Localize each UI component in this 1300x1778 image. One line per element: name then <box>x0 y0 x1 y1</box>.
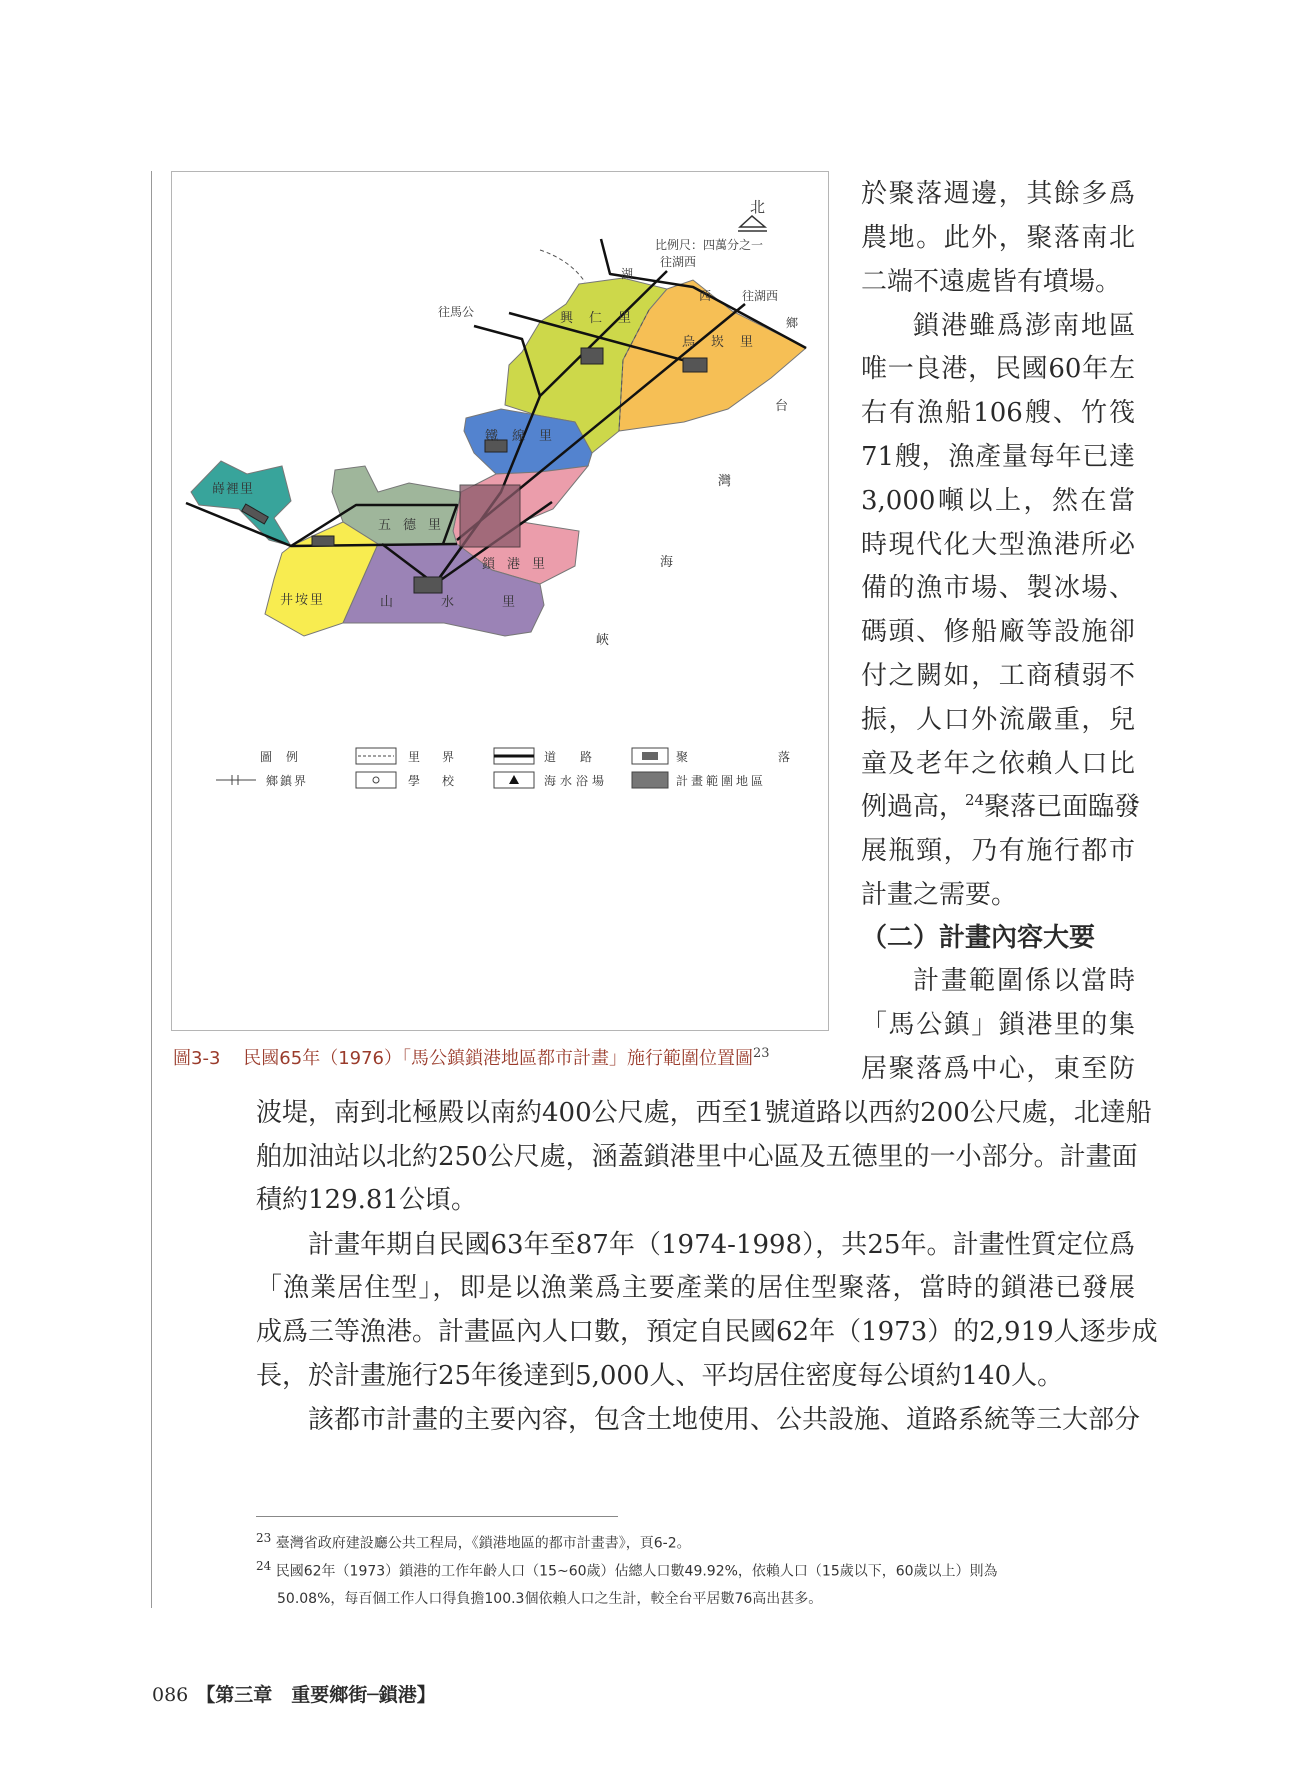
caption-label: 圖3-3 <box>173 1048 221 1069</box>
label-tiexian: 鐵線里 <box>485 429 567 444</box>
sea-label: 海 <box>660 555 674 570</box>
footnote-24 <box>256 1559 998 1581</box>
legend-road: 道路 <box>544 750 617 764</box>
body-line: 計畫範圍係以當時 <box>913 966 1135 996</box>
scale-text: 比例尺：四萬分之一 <box>655 238 764 252</box>
chapter-title: 【第三章 重要鄉街─鎖港】 <box>196 1684 436 1706</box>
figure-caption <box>173 1044 770 1070</box>
settlement <box>312 536 334 546</box>
body-line: 計畫年期自民國63年至87年（1974-1998），共25年。計畫性質定位爲 <box>308 1230 1135 1260</box>
page-number: 086 <box>152 1684 189 1706</box>
village-map <box>160 160 881 1060</box>
body-line: 農地。此外，聚落南北 <box>861 223 1135 253</box>
footnote-ref: 24 <box>965 791 985 809</box>
legend-title: 圖例 <box>260 750 313 764</box>
body-line: 振，人口外流嚴重，兒 <box>861 705 1135 735</box>
planning-area <box>460 485 520 547</box>
body-line: 舶加油站以北約250公尺處，涵蓋鎖港里中心區及五德里的一小部分。計畫面 <box>256 1142 1138 1172</box>
body-line: 於聚落週邊，其餘多爲 <box>861 179 1135 209</box>
body-line: 「漁業居住型」，即是以漁業爲主要產業的居住型聚落，當時的鎖港已發展 <box>256 1273 1135 1303</box>
direction-label: 往馬公 <box>438 305 475 319</box>
footnote-text: 民國62年（1973）鎖港的工作年齡人口（15~60歲）佔總人口數49.92%，依賴人口（15歲以下，60歲以上）則為 <box>275 1563 998 1580</box>
body-line: 付之闕如，工商積弱不 <box>861 661 1135 691</box>
body-line: 長，於計畫施行25年後達到5,000人、平均居住密度每公頃約140人。 <box>256 1361 1064 1391</box>
footnote-num: 24 <box>256 1559 272 1573</box>
body-line: 該都市計畫的主要內容，包含土地使用、公共設施、道路系統等三大部分 <box>308 1405 1141 1435</box>
footnote-rule <box>256 1516 618 1517</box>
margin-rule <box>151 171 152 1608</box>
page-footer <box>152 1680 436 1707</box>
label-xingren: 興仁里 <box>560 311 648 326</box>
direction-label: 往湖西 <box>742 289 779 303</box>
sea-label: 峽 <box>596 633 610 648</box>
body-line: 時現代化大型漁港所必 <box>861 530 1135 560</box>
body-line: 二端不遠處皆有墳場。 <box>861 267 1122 297</box>
legend-village-boundary: 里界 <box>408 750 477 764</box>
body-line: 唯一良港，民國60年左 <box>861 354 1135 384</box>
body-line: 成爲三等漁港。計畫區內人口數，預定自民國62年（1973）的2,919人逐步成 <box>256 1317 1158 1347</box>
legend-township-boundary: 鄉鎮界 <box>266 774 309 788</box>
body-line: 3,000噸以上，然在當 <box>861 486 1135 516</box>
direction-label: 鄉 <box>786 316 799 330</box>
north-arrow-icon <box>738 216 767 231</box>
label-shanshui: 山水里 <box>380 595 564 610</box>
sea-label: 台 <box>775 399 789 414</box>
body-line: 右有漁船106艘、竹筏 <box>861 398 1135 428</box>
text: 聚落已面臨發 <box>984 792 1141 822</box>
direction-label: 西 <box>699 289 712 303</box>
body-line: 備的漁市場、製冰場、 <box>861 573 1135 603</box>
body-line: 碼頭、修船廠等設施卻 <box>861 617 1135 647</box>
body-line: 71艘，漁產量每年已達 <box>861 442 1135 472</box>
body-line: 波堤，南到北極殿以南約400公尺處，西至1號道路以西約200公尺處，北達船 <box>256 1098 1152 1128</box>
legend-settlement: 聚落 <box>676 750 881 764</box>
footnote-text: 臺灣省政府建設廳公共工程局，《鎖港地區的都市計畫書》，頁6-2。 <box>275 1535 691 1552</box>
settlement <box>683 358 707 372</box>
body-line: 居聚落爲中心，東至防 <box>861 1054 1135 1084</box>
footnote-ref: 23 <box>753 1046 770 1061</box>
region-shili <box>191 461 291 546</box>
body-line: 展瓶頸，乃有施行都市 <box>861 836 1135 866</box>
north-label: 北 <box>750 198 766 216</box>
village-boundary <box>540 250 585 282</box>
settlement <box>581 348 603 364</box>
sea-label: 灣 <box>718 474 732 489</box>
direction-label: 往湖西 <box>660 255 697 269</box>
text: 例過高， <box>861 792 966 822</box>
label-shili: 嵵裡里 <box>212 482 255 497</box>
body-line: 鎖港雖爲澎南地區 <box>913 311 1135 341</box>
footnote-23 <box>256 1531 691 1553</box>
legend-beach: 海水浴場 <box>544 774 609 788</box>
label-wude: 五德里 <box>378 518 454 533</box>
section-heading: （二）計畫內容大要 <box>861 923 1096 953</box>
footnote-24-cont: 50.08%，每百個工作人口得負擔100.3個依賴人口之生計，較全台平居數76高出甚多。 <box>277 1591 823 1607</box>
body-line <box>861 790 1141 824</box>
map-legend <box>216 748 880 788</box>
footnote-num: 23 <box>256 1531 272 1545</box>
body-line: 「馬公鎮」鎖港里的集 <box>861 1010 1135 1040</box>
legend-planning-area: 計畫範圍地區 <box>676 774 767 788</box>
body-line: 計畫之需要。 <box>861 880 1018 910</box>
label-wukan: 烏崁里 <box>682 335 770 350</box>
legend-school: 學校 <box>408 774 477 788</box>
label-jingan: 井垵里 <box>280 593 326 608</box>
caption-text: 民國65年（1976）「馬公鎮鎖港地區都市計畫」施行範圍位置圖 <box>243 1048 754 1069</box>
body-line: 童及老年之依賴人口比 <box>861 749 1135 779</box>
settlement <box>414 577 442 593</box>
label-suogang: 鎖港里 <box>482 557 558 572</box>
body-line: 積約129.81公頃。 <box>256 1185 477 1215</box>
direction-label: 湖 <box>621 267 634 281</box>
